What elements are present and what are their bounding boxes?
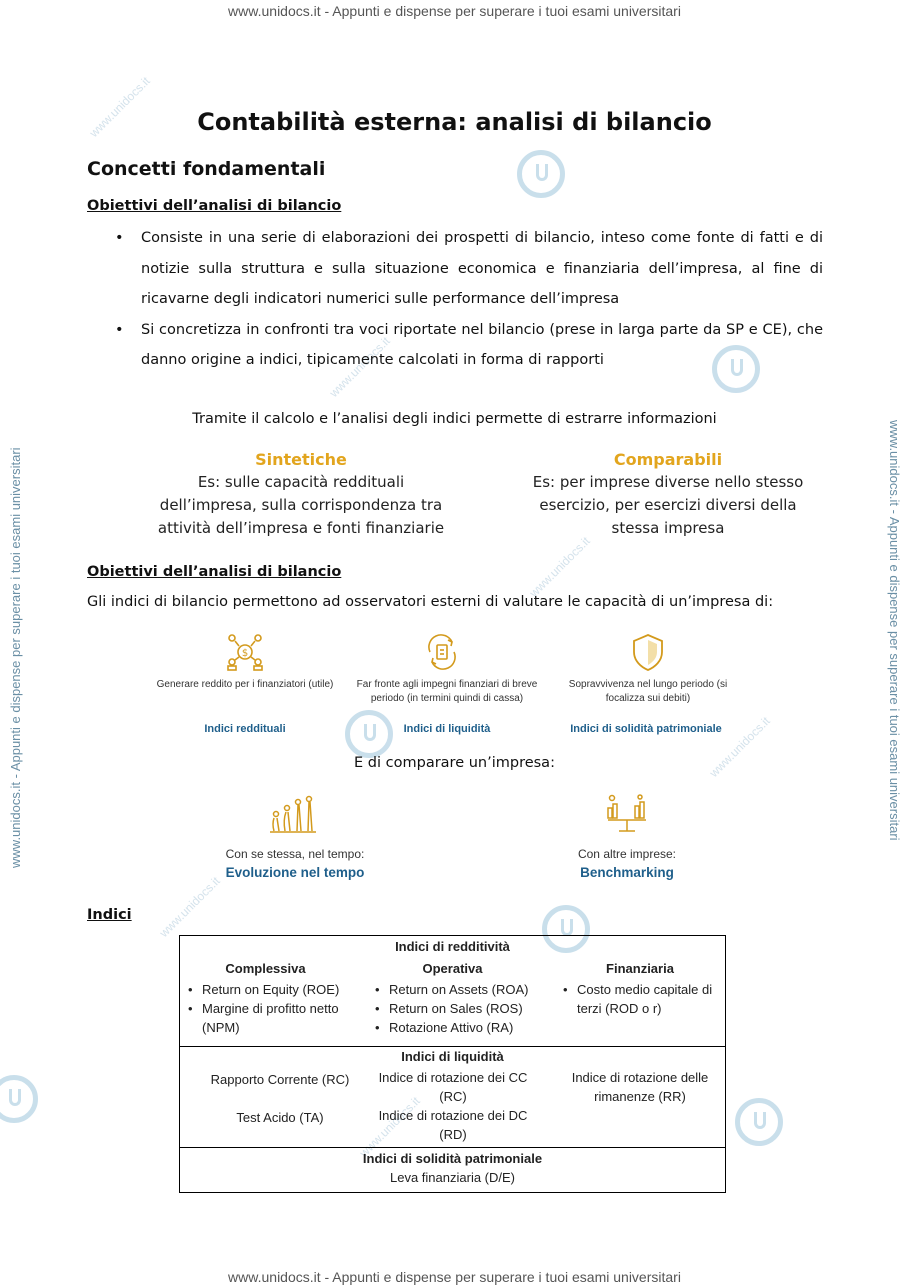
table-divider (179, 1147, 726, 1148)
balance-scale-icon (602, 794, 652, 834)
money-network-icon (225, 632, 265, 672)
table-cell: Leva finanziaria (D/E) (390, 1170, 515, 1185)
table-cell: Rapporto Corrente (RC) (210, 1072, 350, 1087)
list-item: • Si concretizza in confronti tra voci riportate nel bilancio (prese in larga parte da SP e CE), che danno origine a indici, tipicamente calcolati in forma di rapporti (141, 315, 823, 376)
table-cell: Indice di rotazione delle rimanenze (RR) (571, 1070, 709, 1104)
watermark-footer: www.unidocs.it - Appunti e dispense per superare i tuoi esami universitari (228, 1269, 681, 1285)
svg-text:$: $ (241, 648, 249, 659)
watermark-diagonal: www.unidocs.it (326, 333, 393, 401)
compare-caption: Con altre imprese: (577, 847, 677, 861)
watermark-diagonal: www.unidocs.it (356, 1093, 423, 1161)
column-heading-comparabili: Comparabili (613, 450, 723, 469)
intro-text: Tramite il calcolo e l’analisi degli indici permette di estrarre informazioni (192, 411, 717, 427)
table-cell: • Margine di profitto netto (NPM) (188, 999, 348, 1037)
intro-text: Gli indici di bilancio permettono ad osservatori esterni di valutare le capacità di un’impresa di: (87, 594, 774, 610)
table-column-head: Operativa (422, 961, 483, 976)
objective-index-label: Indici di solidità patrimoniale (570, 723, 722, 735)
unidocs-logo-icon (517, 150, 565, 198)
table-cell: Test Acido (TA) (236, 1110, 324, 1125)
column-body-comparabili: Es: per imprese diverse nello stesso esercizio, per esercizi diversi della stessa impresa (532, 473, 804, 537)
watermark-diagonal: www.unidocs.it (706, 713, 773, 781)
table-cell: Indice di rotazione dei CC (RC) (378, 1070, 528, 1104)
column-heading-sintetiche: Sintetiche (255, 450, 347, 469)
column-body-sintetiche: Es: sulle capacità reddituali dell’impresa, sulla corrispondenza tra attività dell’impresa e fonti finanziarie (157, 473, 445, 537)
table-cell: • Rotazione Attivo (RA) (375, 1018, 545, 1037)
evolution-icon (268, 794, 318, 834)
compare-index-label: Benchmarking (580, 865, 674, 880)
watermark-diagonal: www.unidocs.it (86, 73, 153, 141)
list-item: • Consiste in una serie di elaborazioni dei prospetti di bilancio, inteso come fonte di fatti e di notizie sulla struttura e sulla situazione economica e finanziaria dell’impresa, al fine di ricavarne degli indicatori numerici sulle performance dell’impresa (141, 223, 823, 315)
section-subheading: Obiettivi dell’analisi di bilancio (87, 198, 342, 214)
section-heading: Concetti fondamentali (87, 158, 326, 180)
objective-description: Generare reddito per i finanziatori (utile) (156, 679, 334, 690)
bullet-list (141, 223, 823, 376)
objective-description: Sopravvivenza nel lungo periodo (si focalizza sui debiti) (568, 679, 728, 704)
compare-intro: E di comparare un’impresa: (354, 755, 555, 771)
table-cell: • Return on Equity (ROE) (188, 980, 348, 999)
table-cell: • Return on Assets (ROA) (375, 980, 545, 999)
section-subheading: Obiettivi dell’analisi di bilancio (87, 564, 342, 580)
compare-caption: Con se stessa, nel tempo: (225, 847, 365, 861)
unidocs-logo-icon (735, 1098, 783, 1146)
table-section-title: Indici di redditività (395, 939, 510, 954)
table-cell: Indice di rotazione dei DC (RD) (378, 1108, 528, 1142)
table-section-title: Indici di liquidità (401, 1049, 504, 1064)
table-section-title: Indici di solidità patrimoniale (362, 1151, 543, 1166)
table-cell: • Return on Sales (ROS) (375, 999, 545, 1018)
table-cell-list (375, 980, 545, 1037)
objective-index-label: Indici di liquidità (403, 723, 491, 735)
shield-icon (628, 632, 668, 672)
payment-cycle-icon (422, 632, 462, 672)
page-title: Contabilità esterna: analisi di bilancio (197, 108, 712, 136)
watermark-diagonal: www.unidocs.it (526, 533, 593, 601)
objective-description: Far fronte agli impegni finanziari di breve periodo (in termini quindi di cassa) (356, 679, 538, 704)
watermark-side-left: www.unidocs.it - Appunti e dispense per superare i tuoi esami universitari (8, 447, 23, 868)
objective-index-label: Indici reddituali (204, 723, 286, 735)
watermark-diagonal: www.unidocs.it (156, 873, 223, 941)
table-cell: • Costo medio capitale di terzi (ROD o r) (563, 980, 723, 1018)
watermark-header: www.unidocs.it - Appunti e dispense per superare i tuoi esami universitari (228, 3, 681, 19)
compare-index-label: Evoluzione nel tempo (225, 865, 365, 880)
table-column-head: Complessiva (225, 961, 306, 976)
unidocs-logo-icon (0, 1075, 38, 1123)
table-cell-list (188, 980, 348, 1037)
section-subheading: Indici (87, 907, 132, 923)
watermark-side-right: www.unidocs.it - Appunti e dispense per superare i tuoi esami universitari (887, 420, 902, 841)
table-cell-list (563, 980, 723, 1018)
table-column-head: Finanziaria (606, 961, 674, 976)
